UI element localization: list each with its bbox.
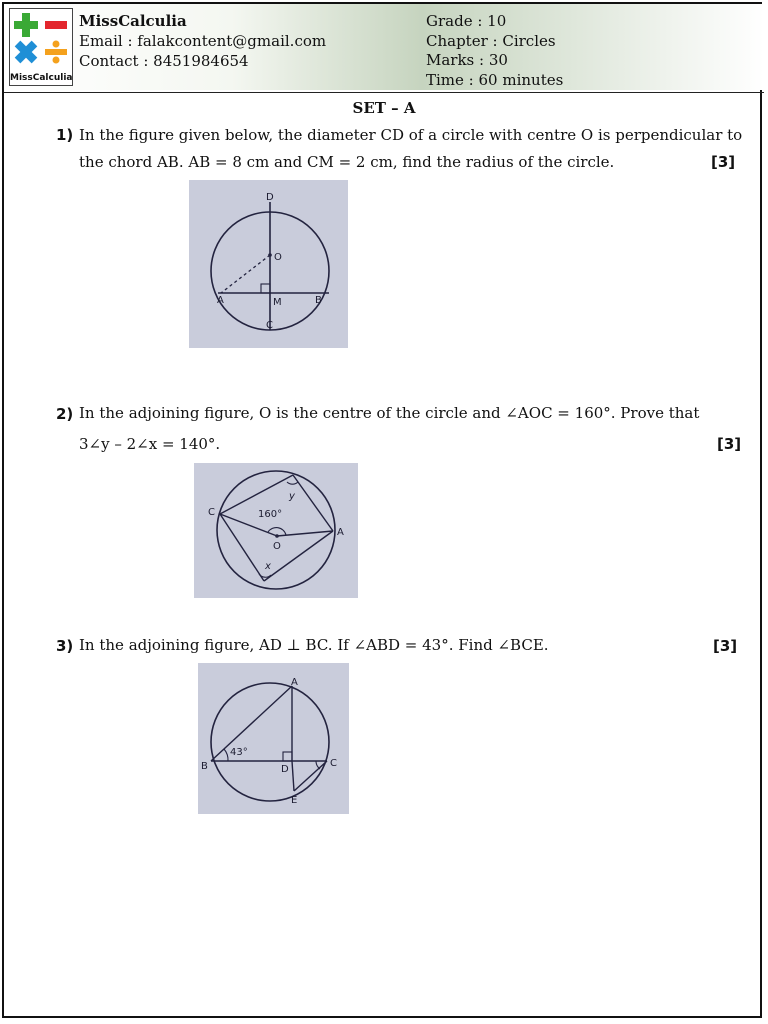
right-angle-mark bbox=[283, 752, 292, 761]
header-divider bbox=[4, 92, 764, 93]
question-2-line-2: 3∠y – 2∠x = 140°. bbox=[79, 435, 221, 453]
label-o: O bbox=[273, 541, 281, 552]
label-b: B bbox=[315, 295, 322, 306]
label-c: C bbox=[330, 758, 337, 769]
question-1-line-1: In the figure given below, the diameter CD of a circle with centre O is perpendicular to bbox=[79, 126, 743, 144]
radius-oa-dashed bbox=[221, 255, 270, 293]
segment-de bbox=[292, 761, 294, 791]
grade-info: Grade : 10 bbox=[426, 12, 507, 30]
chord-c-bottom bbox=[220, 514, 264, 581]
logo-text: MissCalculia bbox=[10, 73, 73, 83]
question-1-number: 1) bbox=[56, 126, 74, 144]
contact-line: Contact : 8451984654 bbox=[79, 52, 249, 70]
misscalculia-logo bbox=[9, 8, 73, 86]
circle-outline bbox=[217, 471, 335, 589]
question-3-line-1: In the adjoining figure, AD ⊥ BC. If ∠ABD = 43°. Find ∠BCE. bbox=[79, 636, 549, 654]
chapter-info: Chapter : Circles bbox=[426, 32, 556, 50]
label-angle-160: 160° bbox=[258, 509, 283, 520]
question-1-figure bbox=[189, 180, 348, 348]
minus-icon bbox=[43, 12, 69, 38]
label-e: E bbox=[291, 795, 298, 806]
email-line: Email : falakcontent@gmail.com bbox=[79, 32, 327, 50]
question-2-line-1: In the adjoining figure, O is the centre of the circle and ∠AOC = 160°. Prove that bbox=[79, 404, 700, 422]
label-b: B bbox=[201, 761, 208, 772]
chord-ec bbox=[294, 761, 327, 791]
question-3-marks: [3] bbox=[713, 637, 738, 655]
label-c: C bbox=[208, 507, 215, 518]
centre-point bbox=[268, 253, 272, 257]
time-info: Time : 60 minutes bbox=[426, 71, 564, 89]
label-y: y bbox=[289, 491, 295, 502]
label-m: M bbox=[273, 297, 282, 308]
centre-point bbox=[275, 534, 279, 538]
chord-ab bbox=[211, 686, 292, 761]
label-c: C bbox=[266, 320, 273, 331]
divide-icon bbox=[43, 39, 69, 65]
circle-outline bbox=[211, 683, 329, 801]
marks-info: Marks : 30 bbox=[426, 51, 508, 69]
label-x: x bbox=[265, 561, 271, 572]
question-2-figure bbox=[194, 463, 358, 598]
label-o: O bbox=[274, 252, 282, 263]
multiply-icon bbox=[13, 39, 39, 65]
label-a: A bbox=[291, 677, 298, 688]
label-angle-43: 43° bbox=[230, 747, 248, 758]
chord-bottom-a bbox=[264, 531, 333, 581]
right-angle-mark bbox=[261, 284, 270, 293]
set-title: SET – A bbox=[352, 99, 416, 117]
question-3-number: 3) bbox=[56, 637, 74, 655]
angle-bce-arc bbox=[316, 761, 320, 769]
brand-name: MissCalculia bbox=[79, 12, 187, 30]
angle-abd-arc bbox=[224, 749, 228, 761]
question-1-line-2: the chord AB. AB = 8 cm and CM = 2 cm, find the radius of the circle. bbox=[79, 153, 615, 171]
question-1-marks: [3] bbox=[711, 153, 736, 171]
question-3-figure bbox=[198, 663, 349, 814]
label-a: A bbox=[337, 527, 344, 538]
plus-icon bbox=[13, 12, 39, 38]
label-d: D bbox=[266, 192, 274, 203]
question-2-number: 2) bbox=[56, 405, 74, 423]
question-2-marks: [3] bbox=[717, 435, 742, 453]
angle-y-arc bbox=[287, 482, 298, 484]
label-d: D bbox=[281, 764, 289, 775]
label-a: A bbox=[217, 295, 224, 306]
